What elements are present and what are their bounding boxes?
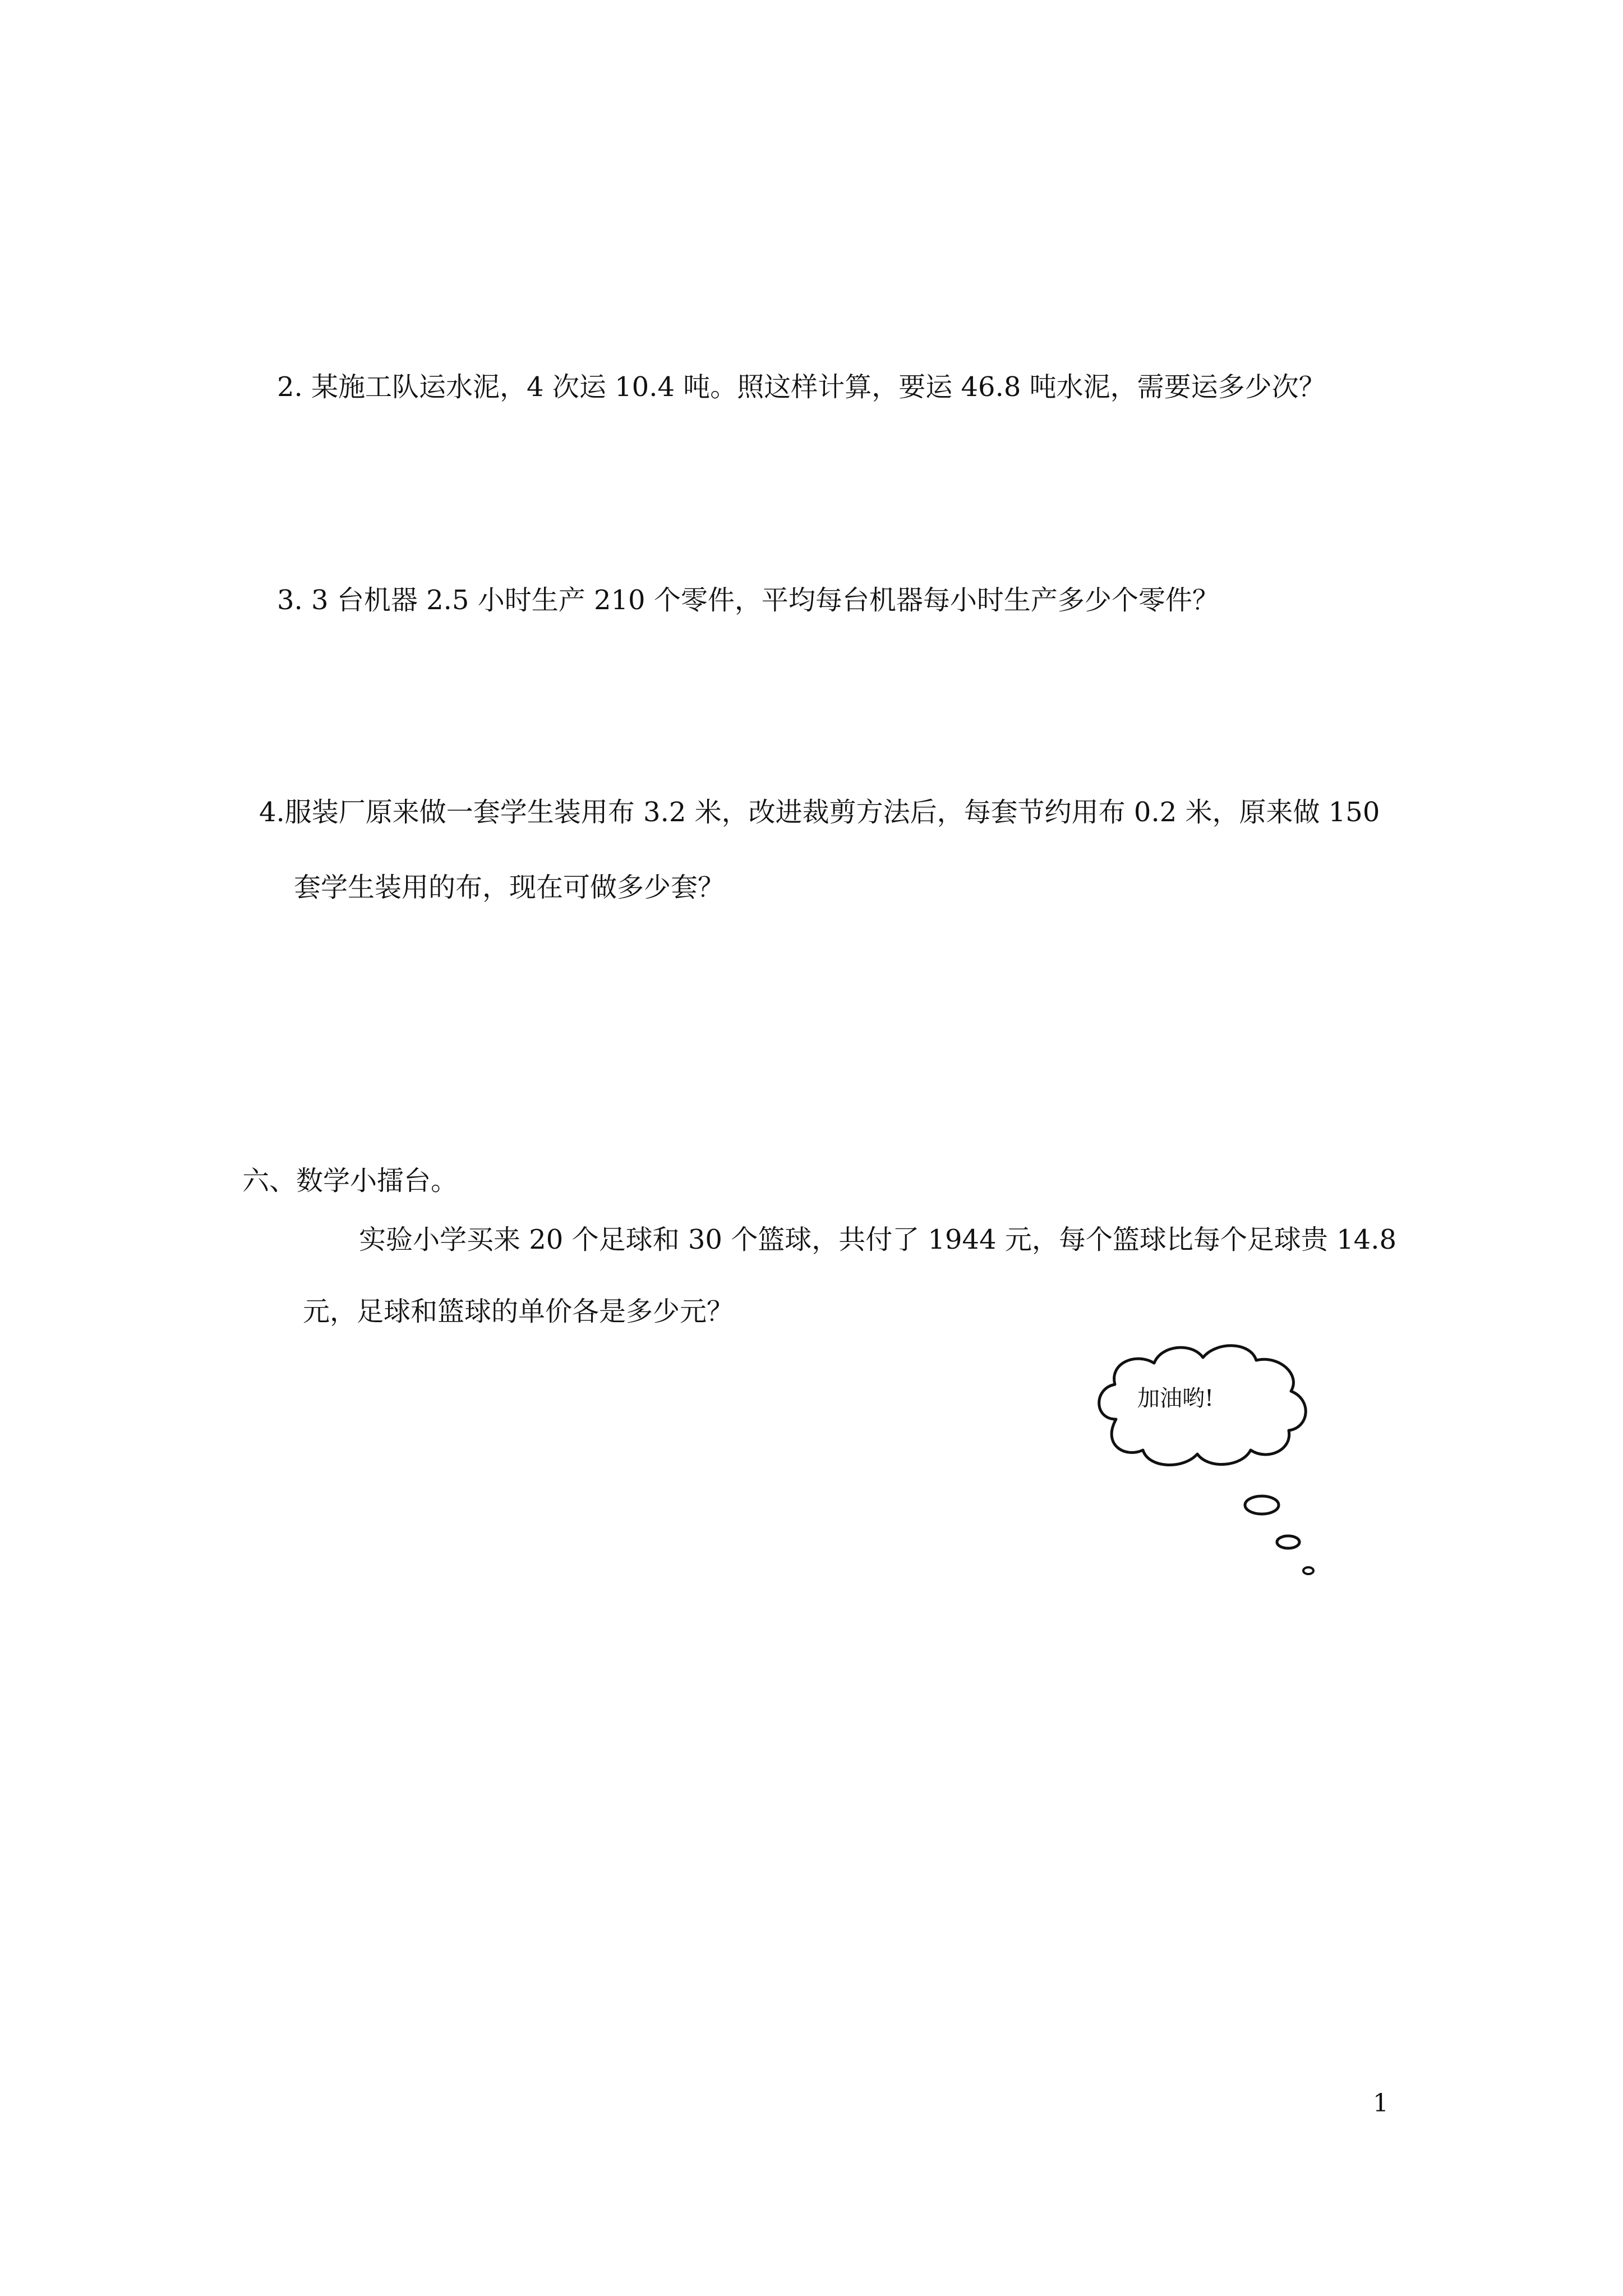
- page-number: 1: [1373, 2089, 1389, 2118]
- thought-bubble-text: 加油哟!: [1137, 1386, 1214, 1411]
- section-6-heading: 六、数学小擂台。: [242, 1165, 458, 1197]
- thought-bubble-icon: [1082, 1335, 1318, 1582]
- challenge-problem-line-1: 实验小学买来 20 个足球和 30 个篮球，共付了 1944 元，每个篮球比每个足球贵 14.8: [359, 1224, 1396, 1255]
- question-4-line-1: 4.服装厂原来做一套学生装用布 3.2 米，改进裁剪方法后，每套节约用布 0.2 米，原来做 150: [259, 797, 1380, 828]
- challenge-problem-line-2: 元，足球和篮球的单价各是多少元？: [303, 1296, 734, 1327]
- question-3: 3. 3 台机器 2.5 小时生产 210 个零件，平均每台机器每小时生产多少个零件？: [277, 585, 1219, 616]
- question-4-line-2: 套学生装用的布，现在可做多少套？: [294, 872, 725, 903]
- question-2: 2. 某施工队运水泥，4 次运 10.4 吨。照这样计算，要运 46.8 吨水泥，需要运多少次？: [277, 371, 1326, 403]
